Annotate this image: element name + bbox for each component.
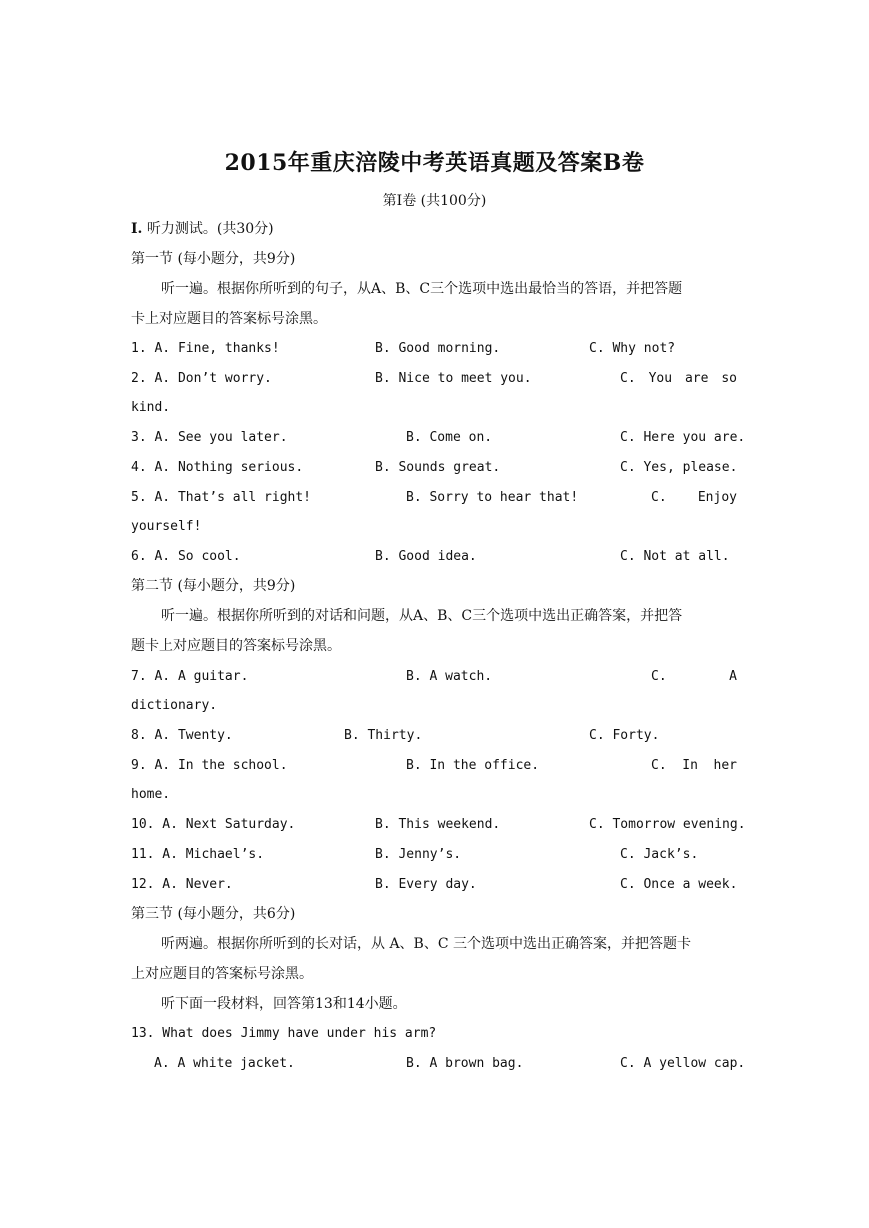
part1-heading [131,220,274,238]
q3-option-b: B. Come on. [406,430,493,445]
q6-option-a: 6. A. So cool. [131,549,241,564]
q2-c-word1: You [648,371,673,386]
q2-option-a: 2. A. Don’t worry. [131,371,272,386]
q12-option-c: C. Once a week. [620,877,738,892]
section3-instructions-line1: 听两遍。根据你所听到的长对话，从 A、B、C 三个选项中选出正确答案，并把答题卡 [161,936,692,952]
q9-c-word2: her [713,758,737,773]
q10-option-a: 10. A. Next Saturday. [131,817,296,832]
q13-stem: 13. What does Jimmy have under his arm? [131,1026,437,1041]
q13-option-b: B. A brown bag. [406,1056,524,1071]
section1-instructions-line1: 听一遍。根据你所听到的句子，从A、B、C三个选项中选出最恰当的答语，并把答题 [161,281,683,297]
q7-option-c-wrap: dictionary. [131,698,218,713]
part1-number: I. [131,221,143,237]
q5-option-c-wrap: yourself! [131,519,202,534]
q4-option-c: C. Yes, please. [620,460,738,475]
q7-option-b: B. A watch. [406,669,493,684]
q11-option-a: 11. A. Michael’s. [131,847,265,862]
q1-option-a: 1. A. Fine, thanks! [131,341,280,356]
q7-c-label: C. [651,669,667,684]
section3-material-note: 听下面一段材料，回答第13和14小题。 [161,996,407,1012]
page-title: 2015年重庆涪陵中考英语真题及答案B卷 [224,150,645,176]
q8-option-c: C. Forty. [589,728,660,743]
q12-option-a: 12. A. Never. [131,877,233,892]
q9-option-a: 9. A. In the school. [131,758,288,773]
part1-title: 听力测试。(共30分) [146,221,274,237]
q7-option-c [651,668,737,686]
q7-c-word1: A [729,669,737,684]
q5-c-word1: Enjoy [697,490,737,505]
q4-option-a: 4. A. Nothing serious. [131,460,304,475]
section2-instructions-line1: 听一遍。根据你所听到的对话和问题，从A、B、C三个选项中选出正确答案，并把答 [161,608,683,624]
q13-option-a: A. A white jacket. [154,1056,295,1071]
q13-option-c: C. A yellow cap. [620,1056,746,1071]
q9-option-c-wrap: home. [131,787,171,802]
q11-option-c: C. Jack’s. [620,847,699,862]
q12-option-b: B. Every day. [375,877,477,892]
q10-option-c: C. Tomorrow evening. [589,817,746,832]
q9-c-label: C. [651,758,667,773]
q6-option-c: C. Not at all. [620,549,730,564]
q8-option-b: B. Thirty. [344,728,423,743]
q9-option-c [651,757,737,775]
q5-c-label: C. [651,490,667,505]
paper-subtitle: 第Ⅰ卷 (共100分) [382,193,487,209]
q7-option-a: 7. A. A guitar. [131,669,249,684]
section1-instructions-line2: 卡上对应题目的答案标号涂黑。 [131,311,327,327]
q1-option-c: C. Why not? [589,341,676,356]
q2-option-b: B. Nice to meet you. [375,371,532,386]
q3-option-a: 3. A. See you later. [131,430,288,445]
q2-option-c [620,370,737,388]
q5-option-b: B. Sorry to hear that! [406,490,579,505]
q2-option-c-wrap: kind. [131,400,171,415]
q6-option-b: B. Good idea. [375,549,477,564]
q2-c-word2: are [684,371,709,386]
q8-option-a: 8. A. Twenty. [131,728,233,743]
q4-option-b: B. Sounds great. [375,460,501,475]
q2-c-word3: so [721,371,737,386]
section1-heading: 第一节 (每小题分，共9分) [131,251,296,267]
q5-option-a: 5. A. That’s all right! [131,490,312,505]
q2-c-label: C. [620,371,636,386]
section2-heading: 第二节 (每小题分，共9分) [131,578,296,594]
section3-instructions-line2: 上对应题目的答案标号涂黑。 [131,966,313,982]
q10-option-b: B. This weekend. [375,817,501,832]
q9-c-word1: In [682,758,698,773]
q11-option-b: B. Jenny’s. [375,847,462,862]
q1-option-b: B. Good morning. [375,341,501,356]
q5-option-c [651,489,737,507]
section3-heading: 第三节 (每小题分，共6分) [131,906,296,922]
q9-option-b: B. In the office. [406,758,540,773]
section2-instructions-line2: 题卡上对应题目的答案标号涂黑。 [131,638,341,654]
q3-option-c: C. Here you are. [620,430,746,445]
